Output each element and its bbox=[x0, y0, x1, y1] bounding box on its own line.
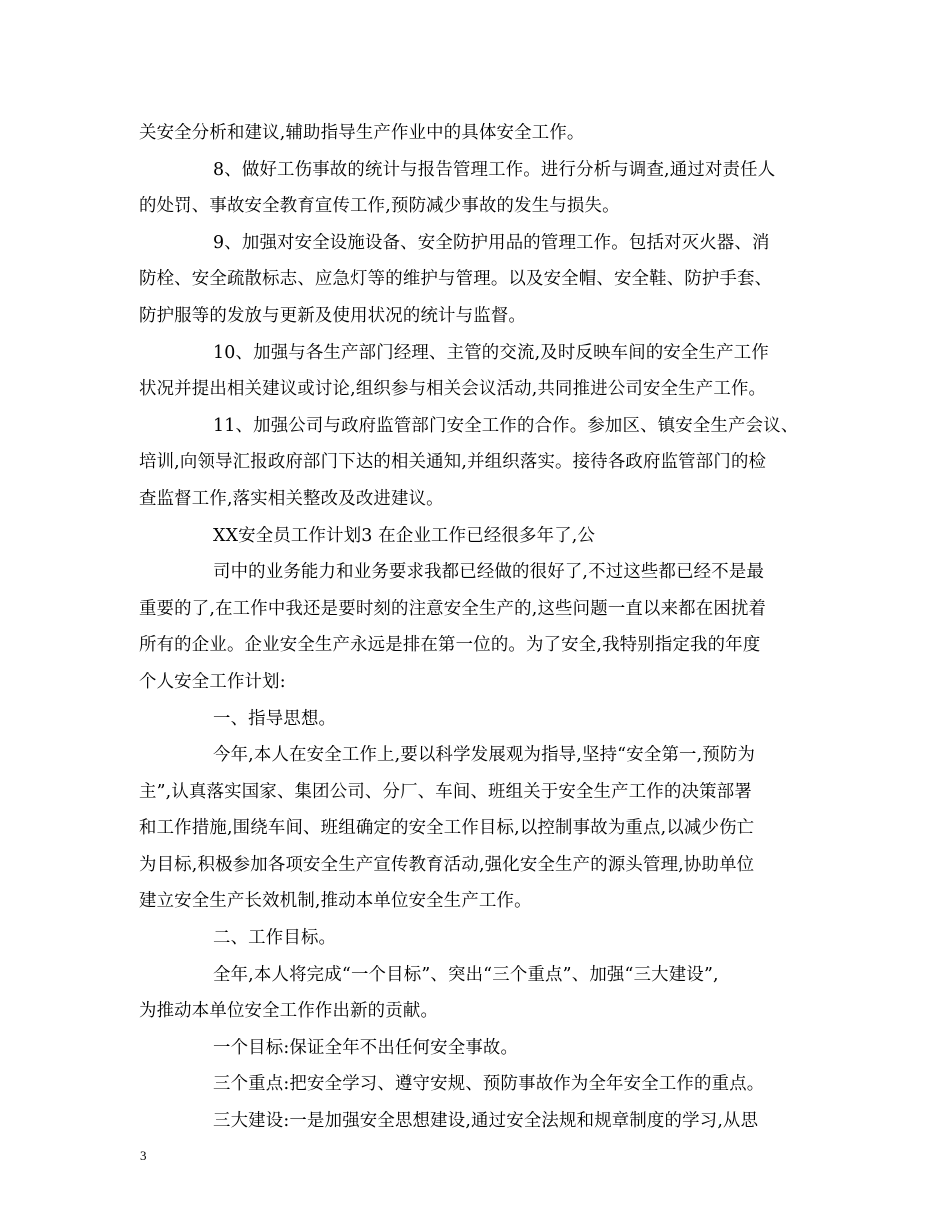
text-line: 8、做好工伤事故的统计与报告管理工作。进行分析与调查,通过对责任人 bbox=[213, 159, 776, 180]
text-line: 重要的了,在工作中我还是要时刻的注意安全生产的,这些问题一直以来都在困扰着 bbox=[139, 598, 767, 619]
text-line: 和工作措施,围绕车间、班组确定的安全工作目标,以控制事故为重点,以减少伤亡 bbox=[139, 818, 755, 839]
text-line: 状况并提出相关建议或讨论,组织参与相关会议活动,共同推进公司安全生产工作。 bbox=[139, 379, 767, 400]
text-line: 9、加强对安全设施设备、安全防护用品的管理工作。包括对灭火器、消 bbox=[213, 232, 770, 253]
text-line: 个人安全工作计划: bbox=[139, 671, 286, 692]
text-line: 全年,本人将完成“一个目标”、突出“三个重点”、加强“三大建设”, bbox=[213, 964, 719, 985]
body-text bbox=[139, 115, 823, 1140]
text-line: 查监督工作,落实相关整改及改进建议。 bbox=[139, 488, 444, 509]
text-line: 所有的企业。企业安全生产永远是排在第一位的。为了安全,我特别指定我的年度 bbox=[139, 635, 761, 656]
text-line: 主”,认真落实国家、集团公司、分厂、车间、班组关于安全生产工作的决策部署 bbox=[139, 781, 752, 802]
text-line: 建立安全生产长效机制,推动本单位安全生产工作。 bbox=[139, 891, 532, 912]
text-line: 司中的业务能力和业务要求我都已经做的很好了,不过这些都已经不是最 bbox=[213, 562, 765, 583]
text-line: 11、加强公司与政府监管部门安全工作的合作。参加区、镇安全生产会议、 bbox=[213, 415, 799, 436]
text-line: 防护服等的发放与更新及使用状况的统计与监督。 bbox=[139, 305, 526, 326]
text-line: XX安全员工作计划3 在企业工作已经很多年了,公 bbox=[213, 525, 596, 546]
text-line: 一、指导思想。 bbox=[213, 708, 337, 729]
text-line: 的处罚、事故安全教育宣传工作,预防减少事故的发生与损失。 bbox=[139, 196, 620, 217]
text-line: 三大建设:一是加强安全思想建设,通过安全法规和规章制度的学习,从思 bbox=[213, 1111, 759, 1132]
page-number: 3 bbox=[140, 1148, 147, 1163]
text-line: 关安全分析和建议,辅助指导生产作业中的具体安全工作。 bbox=[139, 123, 585, 143]
text-line: 今年,本人在安全工作上,要以科学发展观为指导,坚持“安全第一,预防为 bbox=[213, 745, 756, 766]
text-line: 10、加强与各生产部门经理、主管的交流,及时反映车间的安全生产工作 bbox=[213, 342, 769, 363]
text-line: 培训,向领导汇报政府部门下达的相关通知,并组织落实。接待各政府监管部门的检 bbox=[139, 452, 767, 473]
text-line: 防栓、安全疏散标志、应急灯等的维护与管理。以及安全帽、安全鞋、防护手套、 bbox=[139, 269, 773, 290]
text-line: 二、工作目标。 bbox=[213, 928, 337, 949]
text-line: 三个重点:把安全学习、遵守安规、预防事故作为全年安全工作的重点。 bbox=[213, 1074, 765, 1095]
text-line: 一个目标:保证全年不出任何安全事故。 bbox=[213, 1037, 519, 1058]
text-line: 为推动本单位安全工作作出新的贡献。 bbox=[139, 1001, 439, 1022]
text-line: 为目标,积极参加各项安全生产宣传教育活动,强化安全生产的源头管理,协助单位 bbox=[139, 854, 755, 875]
